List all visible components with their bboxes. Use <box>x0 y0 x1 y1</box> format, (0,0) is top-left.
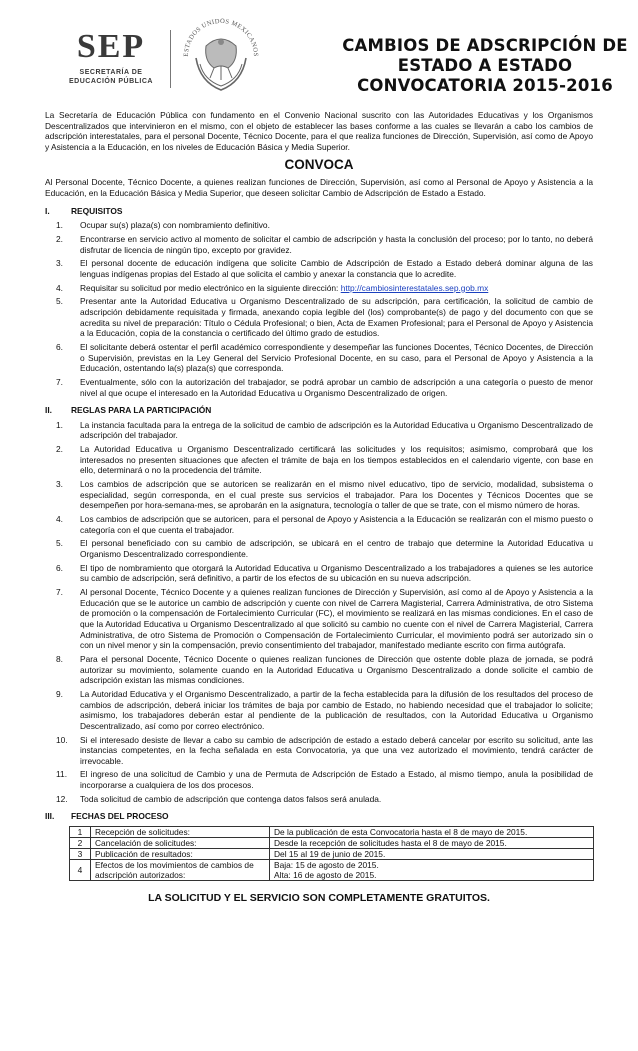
row-value: De la publicación de esta Convocatoria hasta el 8 de mayo de 2015. <box>270 827 594 838</box>
row-number: 2 <box>70 838 91 849</box>
item-number: 5. <box>56 296 63 307</box>
section-heading-requisitos <box>45 206 593 217</box>
national-seal-icon <box>178 6 264 98</box>
document-body <box>45 110 593 904</box>
item-text: La Autoridad Educativa y el Organismo Descentralizado, a partir de la fecha establecida para la difusión de los resultados del proceso de cambios de adscripción, deberá iniciar los trámites de baja por cambio de Estado, no habiendo necesidad que el trabajador lo solicite; asimismo, los trabajadores deberán estar al pendiente de la publicación de resultados, con la Autoridad Educativa u Organismo Descentralizado, así como por correo electrónico. <box>80 688 593 731</box>
item-text: Requisitar su solicitud por medio electrónico en la siguiente dirección: <box>80 282 341 293</box>
item-number: 10. <box>56 734 68 745</box>
list-item <box>56 563 593 584</box>
item-text: Si el interesado desiste de llevar a cabo su cambio de adscripción de estado a estado deberá cancelar por escrito su solicitud, ante las instancias competentes, en la fecha señalada en esta Convocatoria, ya que una vez autorizado el movimiento, tendrá carácter de irrevocable. <box>80 734 593 766</box>
footer-notice: LA SOLICITUD Y EL SERVICIO SON COMPLETAMENTE GRATUITOS. <box>148 892 490 905</box>
title-line-1: CAMBIOS DE ADSCRIPCIÓN DE <box>342 36 628 55</box>
item-number: 7. <box>56 377 63 387</box>
page-header <box>0 0 638 108</box>
item-text: El solicitante deberá ostentar el perfil académico correspondiente y desempeñar las funciones Docentes, Técnico Docentes, de Dirección o Supervisión, previstas en la Ley General del Servicio Profesional Docente, en su caso, para el Personal de Apoyo y Asistencia a la Educación, ostentando la(s) plaza(s) que corresponda. <box>80 342 593 374</box>
item-number: 5. <box>56 538 63 549</box>
title-line-2: ESTADO A ESTADO <box>397 56 573 75</box>
section-title: FECHAS DEL PROCESO <box>71 811 169 822</box>
row-label: Publicación de resultados: <box>91 849 270 860</box>
table-row <box>70 838 594 849</box>
item-number: 3. <box>56 479 63 490</box>
item-text: Encontrarse en servicio activo al momento de solicitar el cambio de adscripción y hasta la conclusión del proceso; por lo tanto, no deberá disfrutar de licencia de ningún tipo, excepto por gravidez. <box>80 233 593 255</box>
convoca-paragraph: Al Personal Docente, Técnico Docente, a quienes realizan funciones de Dirección, Supervisión, así como al Personal de Apoyo y Asistencia a la Educación, en la Educación Básica y Media Superior, que deseen solicitar Cambio de Adscripción de Estado a Estado. <box>45 177 593 198</box>
list-item <box>56 377 593 398</box>
sep-logo <box>56 30 166 86</box>
list-item <box>56 342 593 374</box>
document-title <box>340 36 630 96</box>
item-text: El ingreso de una solicitud de Cambio y una de Permuta de Adscripción de Estado a Estado, al mismo tiempo, anula la posibilidad de incorporarse a cualquiera de los dos procesos. <box>80 769 593 791</box>
intro-paragraph: La Secretaría de Educación Pública con fundamento en el Convenio Nacional suscrito con las Autoridades Educativas y los Organismos Descentralizados que intervinieron en el mismo, con el objeto de establecer las bases conforme a las cuales se llevarán a cabo los cambios de adscripción interestatales, para el personal Docente, Técnico Docente, para el que realiza funciones de Dirección, Supervisión, así como de Apoyo y Asistencia a la Educación, en los niveles de Educación Básica y Media Superior. <box>45 110 593 152</box>
item-number: 9. <box>56 688 63 699</box>
row-number: 3 <box>70 849 91 860</box>
fechas-table <box>69 826 594 881</box>
item-text: Ocupar su(s) plaza(s) con nombramiento definitivo. <box>80 220 270 231</box>
section-title: REQUISITOS <box>71 205 123 216</box>
row-number: 1 <box>70 827 91 838</box>
list-item <box>56 689 593 731</box>
row-value: Del 15 al 19 de junio de 2015. <box>270 849 594 860</box>
item-text: Al personal Docente, Técnico Docente y a quienes realizan funciones de Dirección y Supervisión, así como al de Apoyo y Asistencia a la Educación que se le autorice un cambio de adscripción y cuente con nivel de Carrera Magisterial, Carrera Administrativa, de otro Sistema de promoción o la compensación de Fortalecimiento Curricular (FC), el movimiento se realizará en las mismas condiciones. En el caso de que la Autoridad Educativa u Organismo Descentralizado al que solicitó su cambio no cuente con el nivel de Carrera Magisterial, Carrera Administrativa, de otro Sistema de Promoción o Compensación de Fortalecimiento Curricular, el movimiento podrá ser autorizado sin o con un nivel menor y sin la compensación, previo consentimiento del trabajador, manifestado mediante escrito con firma autógrafa. <box>80 587 593 651</box>
section-number: I. <box>45 205 50 216</box>
convoca-heading: CONVOCA <box>284 157 354 173</box>
list-item <box>56 258 593 279</box>
list-item <box>56 735 593 767</box>
list-item <box>56 514 593 535</box>
list-item <box>56 654 593 686</box>
row-label: Cancelación de solicitudes: <box>91 838 270 849</box>
item-text: El personal docente de educación indígena que solicite Cambio de Adscripción de Estado a Estado deberá dominar alguna de las lenguas indígenas propias del Estado al que solicita el cambio y anexar la constancia que lo acredite. <box>80 258 593 279</box>
section-title: REGLAS PARA LA PARTICIPACIÓN <box>71 405 212 416</box>
row-label: Efectos de los movimientos de cambios de adscripción autorizados: <box>91 860 270 881</box>
section-heading-fechas <box>45 811 593 822</box>
item-text: Eventualmente, sólo con la autorización del trabajador, se podrá aprobar un cambio de adscripción a una categoría o puesto de menor nivel al que ocupe el interesado en la Autoridad Educativa u Organismo Descentralizado de origen. <box>80 377 593 398</box>
item-text: La instancia facultada para la entrega de la solicitud de cambio de adscripción es la Autoridad Educativa u Organismo Descentralizado de adscripción del trabajador. <box>80 419 593 441</box>
item-number: 2. <box>56 444 63 455</box>
list-item <box>56 444 593 476</box>
item-number: 4. <box>56 514 63 525</box>
row-number: 4 <box>70 860 91 881</box>
cambios-interestatales-link[interactable]: http://cambiosinterestatales.sep.gob.mx <box>340 282 489 293</box>
table-row <box>70 849 594 860</box>
sep-logo-subtitle-2: EDUCACIÓN PÚBLICA <box>69 78 153 85</box>
list-item <box>56 587 593 651</box>
baja-date: Baja: 15 de agosto de 2015. <box>274 860 379 871</box>
item-text: El personal beneficiado con su cambio de adscripción, se ubicará en el centro de trabajo que determine la Autoridad Educativa u Organismo Descentralizado correspondiente. <box>80 538 593 560</box>
list-item <box>56 296 593 338</box>
item-number: 4. <box>56 282 63 293</box>
item-text: Presentar ante la Autoridad Educativa u Organismo Descentralizado de su adscripción, para certificación, la solicitud de cambio de adscripción debidamente requisitada y firmada, anexando copia legible del (los) comprobante(s) de pago y del documento con que se acredita su nivel de preparación: Título o Cédula Profesional; o bien, Acta de Examen Profesional; para el Personal de Apoyo y Asistencia a la Educación, copia de la constancia o certificado del último grado de estudios. <box>80 296 593 339</box>
section-heading-reglas <box>45 405 593 416</box>
list-item <box>56 794 593 805</box>
reglas-list <box>45 420 593 805</box>
list-item <box>56 420 593 441</box>
item-text: La Autoridad Educativa u Organismo Descentralizado certificará las solicitudes y los requisitos; asimismo, comprobará que los interesados no presenten situaciones que afecten el trámite de baja en los tiempos establecidos en el calendario vigente, con base en ello, determinará o no la procedencia del trámite. <box>80 444 593 476</box>
list-item <box>56 538 593 559</box>
row-label: Recepción de solicitudes: <box>91 827 270 838</box>
section-number: II. <box>45 405 52 416</box>
item-number: 8. <box>56 653 63 664</box>
list-item <box>56 479 593 511</box>
item-number: 7. <box>56 587 63 598</box>
item-number: 1. <box>56 220 63 231</box>
item-number: 6. <box>56 562 63 573</box>
item-number: 6. <box>56 342 63 353</box>
list-item <box>56 769 593 790</box>
sep-logo-word: SEP <box>76 28 146 65</box>
title-line-3: CONVOCATORIA 2015-2016 <box>357 76 613 95</box>
table-row <box>70 827 594 838</box>
requisitos-list <box>45 220 593 398</box>
item-number: 12. <box>56 793 68 804</box>
item-text: Para el personal Docente, Técnico Docente o quienes realizan funciones de Dirección que ostente doble plaza de jornada, se podrá autorizar su movimiento, solamente cuando en la Autoridad Educativa u Organismo Descentralizado a donde solicite el cambio de adscripción existan las mismas condiciones. <box>80 653 593 686</box>
sep-logo-subtitle-1: SECRETARÍA DE <box>79 69 143 76</box>
section-number: III. <box>45 811 55 822</box>
logo-divider <box>170 30 171 88</box>
item-text: Toda solicitud de cambio de adscripción que contenga datos falsos será anulada. <box>80 793 382 804</box>
list-item <box>56 283 593 294</box>
row-value: Desde la recepción de solicitudes hasta el 8 de mayo de 2015. <box>270 838 594 849</box>
alta-date: Alta: 16 de agosto de 2015. <box>274 870 377 881</box>
seal-text: ESTADOS UNIDOS MEXICANOS <box>182 17 260 57</box>
list-item <box>56 234 593 255</box>
item-text: Los cambios de adscripción que se autoricen se realizarán en el mismo nivel educativo, tipo de servicio, modalidad, subsistema o especialidad, según corresponda, en el cual preste sus servicios el trabajador. Para los Docentes y Técnicos Docentes que se desempeñen por hora-semana-mes, se aprobarán en la asignatura, tecnología o taller de que se trate, con el mismo número de horas. <box>80 479 593 511</box>
item-number: 2. <box>56 233 63 244</box>
item-text: Los cambios de adscripción que se autoricen, para el personal de Apoyo y Asistencia a la Educación se realizarán con el mismo puesto o categoría con el que cuenta el trabajador. <box>80 514 593 535</box>
item-number: 3. <box>56 258 63 269</box>
table-row <box>70 860 594 881</box>
item-text: El tipo de nombramiento que otorgará la Autoridad Educativa u Organismo Descentralizado a los trabajadores a quienes se les autorice su cambio de adscripción, será definitivo, a partir de los efectos de su ubicación en su nueva adscripción. <box>80 562 593 584</box>
list-item <box>56 220 593 231</box>
row-value <box>270 860 594 881</box>
item-number: 1. <box>56 419 63 430</box>
item-number: 11. <box>56 769 68 780</box>
